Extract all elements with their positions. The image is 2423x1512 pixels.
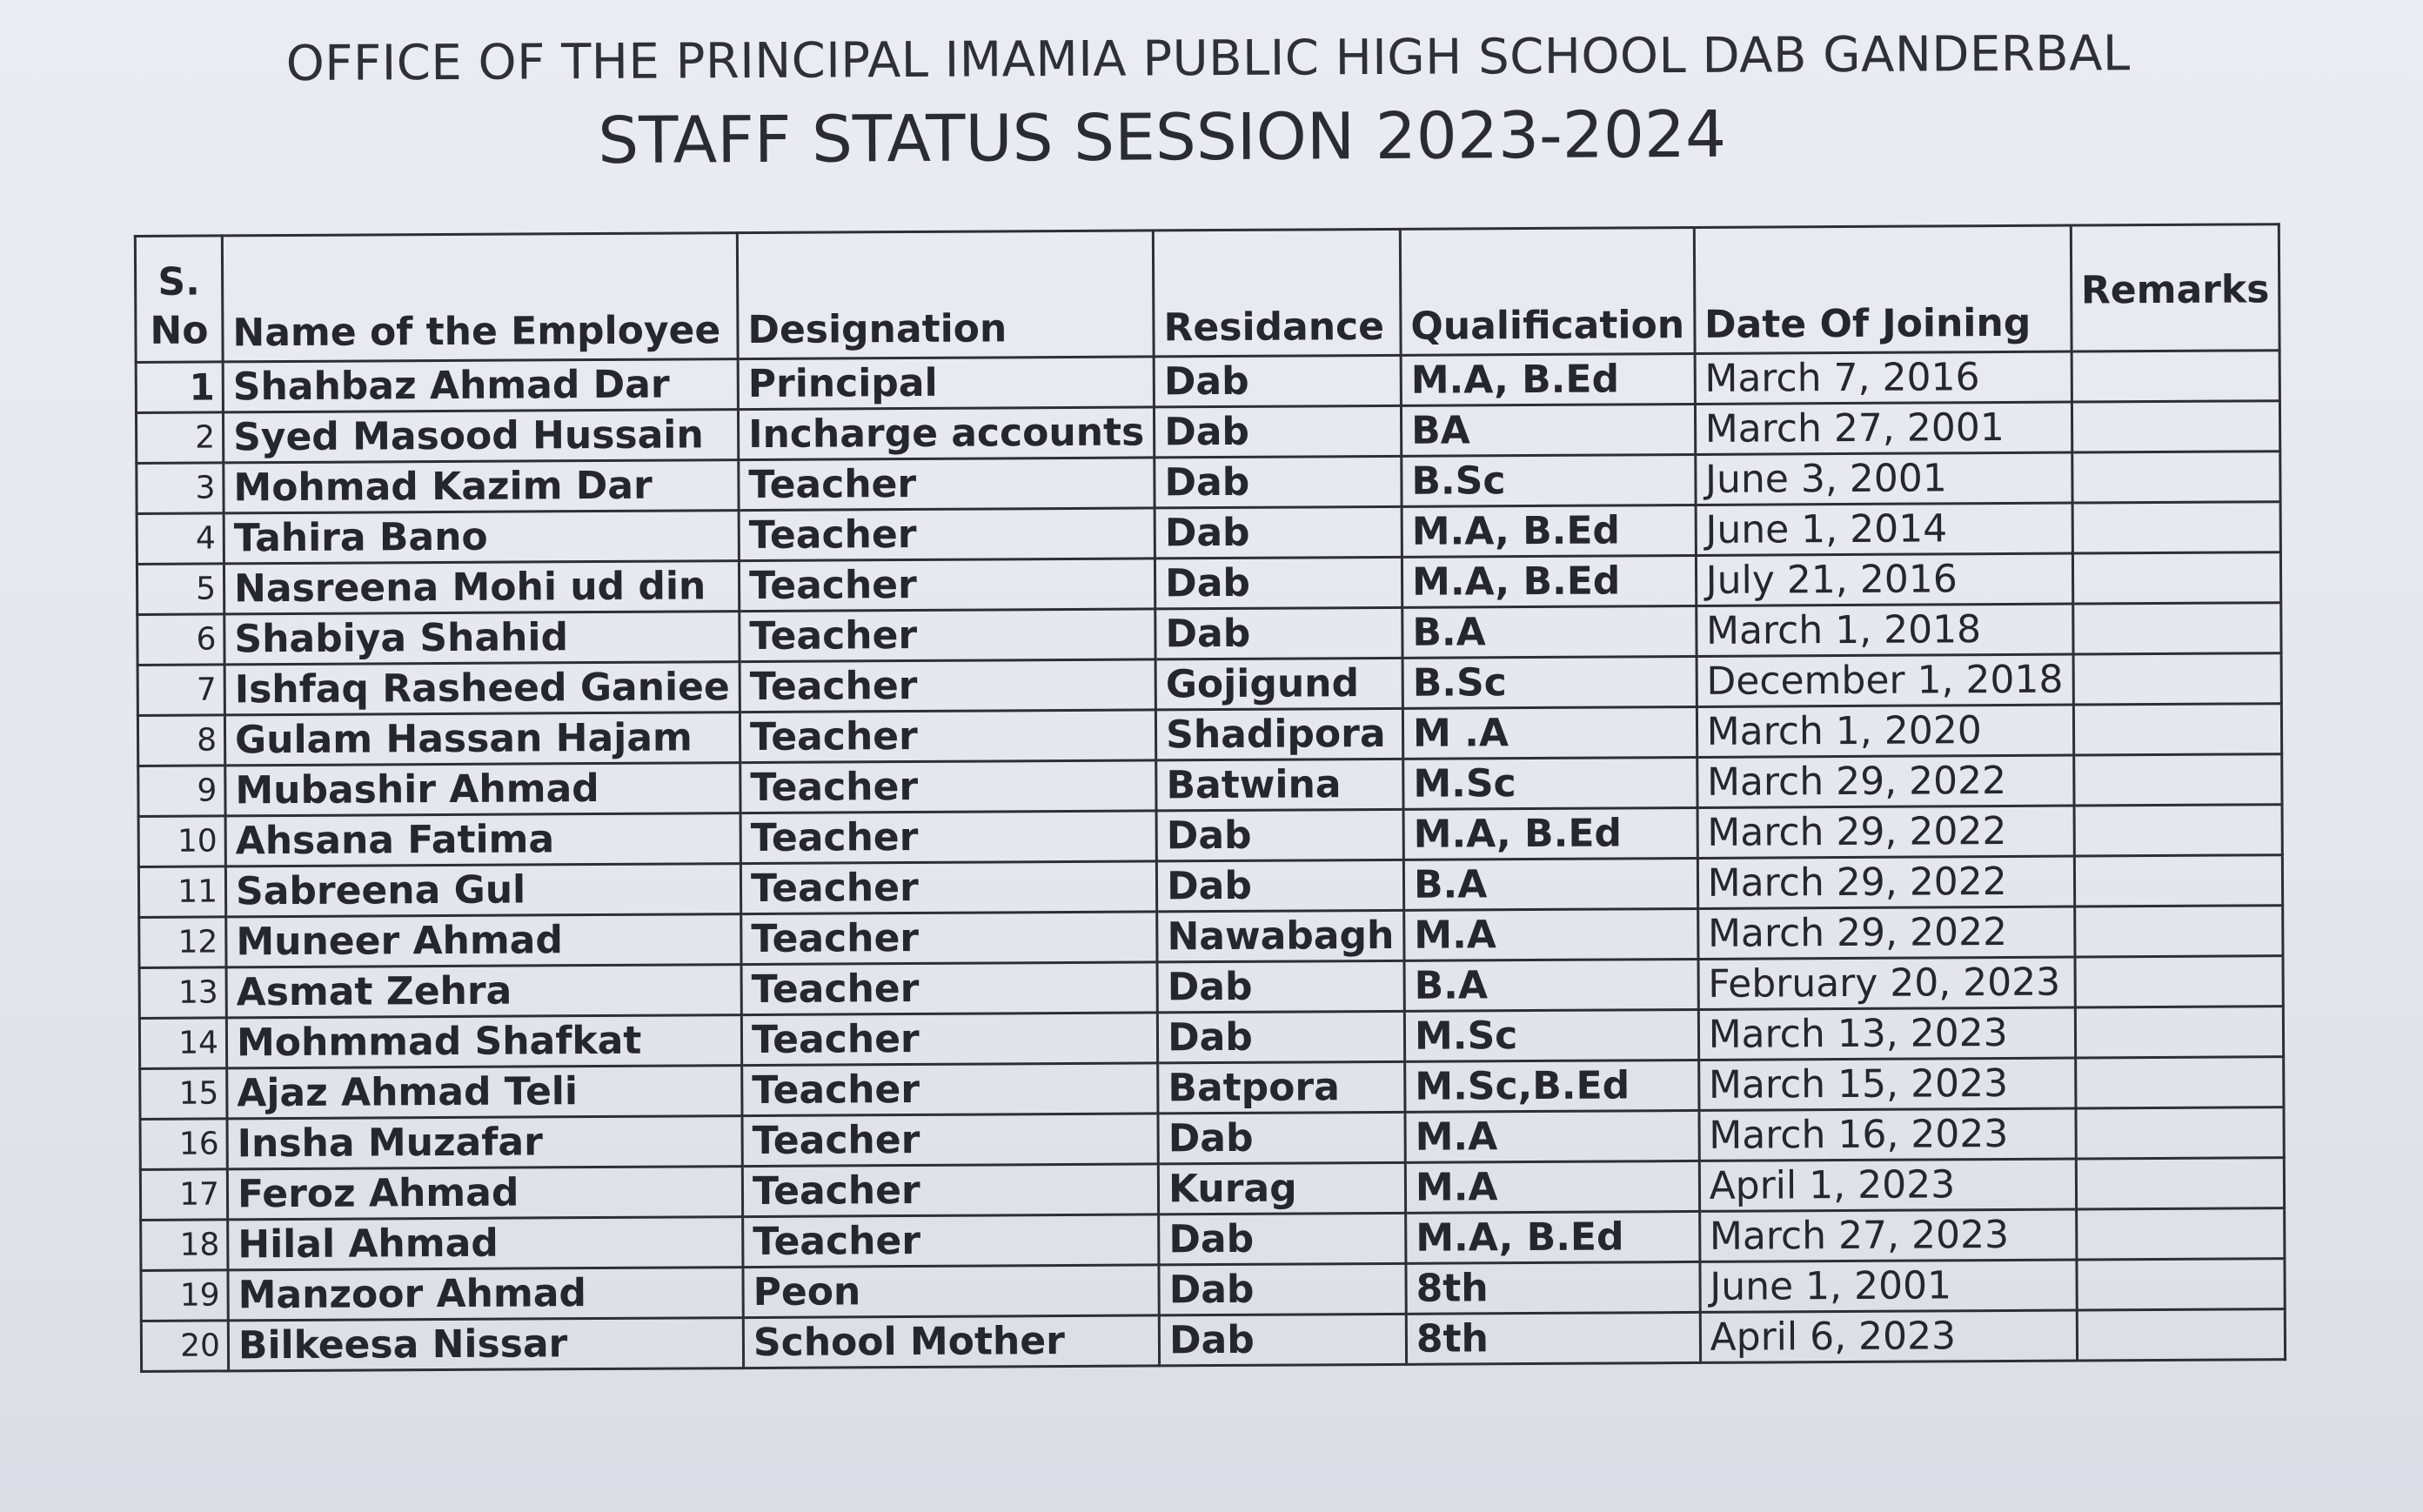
cell-designation: Teacher <box>740 811 1156 864</box>
cell-designation: Teacher <box>739 508 1155 561</box>
cell-date-of-joining: March 29, 2022 <box>1697 806 2074 858</box>
cell-qualification: M .A <box>1402 706 1697 759</box>
cell-date-of-joining: March 29, 2022 <box>1697 907 2074 959</box>
cell-remarks <box>2072 502 2281 553</box>
cell-residence: Dab <box>1159 1314 1406 1366</box>
cell-remarks <box>2074 906 2283 957</box>
cell-date-of-joining: March 29, 2022 <box>1697 856 2074 908</box>
cell-sno: 14 <box>139 1018 226 1069</box>
cell-name: Asmat Zehra <box>226 965 741 1018</box>
cell-designation: Teacher <box>741 912 1157 965</box>
cell-name: Insha Muzafar <box>227 1116 742 1169</box>
cell-designation: Teacher <box>740 760 1156 813</box>
cell-name: Shabiya Shahid <box>224 612 740 665</box>
cell-qualification: B.A <box>1403 858 1697 910</box>
cell-sno: 5 <box>137 564 224 615</box>
cell-remarks <box>2073 653 2282 705</box>
cell-remarks <box>2073 754 2282 806</box>
cell-date-of-joining: March 16, 2023 <box>1699 1108 2076 1161</box>
cell-sno: 20 <box>141 1321 228 1372</box>
cell-name: Mubashir Ahmad <box>225 763 740 816</box>
cell-qualification: B.Sc <box>1402 454 1696 506</box>
cell-sno: 15 <box>140 1068 227 1120</box>
cell-date-of-joining: December 1, 2018 <box>1697 654 2073 706</box>
cell-designation: Incharge accounts <box>738 407 1154 460</box>
cell-date-of-joining: April 6, 2023 <box>1700 1310 2077 1362</box>
cell-residence: Dab <box>1157 960 1404 1013</box>
cell-designation: Teacher <box>740 861 1156 914</box>
cell-residence: Batwina <box>1156 759 1403 811</box>
cell-residence: Dab <box>1155 506 1402 559</box>
table-body <box>136 351 2286 1372</box>
cell-date-of-joining: March 15, 2023 <box>1698 1058 2075 1110</box>
cell-residence: Dab <box>1155 607 1402 659</box>
cell-qualification: M.A, B.Ed <box>1402 505 1696 557</box>
cell-date-of-joining: March 7, 2016 <box>1695 351 2072 404</box>
cell-residence: Batpora <box>1158 1061 1405 1114</box>
cell-name: Manzoor Ahmad <box>228 1268 743 1321</box>
cell-sno: 17 <box>140 1169 227 1221</box>
cell-date-of-joining: June 1, 2014 <box>1696 503 2072 555</box>
cell-sno: 11 <box>138 866 225 918</box>
cell-designation: Teacher <box>742 1114 1158 1167</box>
cell-name: Sabreena Gul <box>225 864 740 917</box>
cell-residence: Dab <box>1159 1263 1406 1315</box>
cell-designation: Teacher <box>739 458 1155 511</box>
cell-qualification: M.A <box>1404 908 1698 960</box>
cell-residence: Dab <box>1156 809 1403 861</box>
cell-qualification: BA <box>1401 404 1695 456</box>
header-residence: Residance <box>1153 229 1401 357</box>
cell-name: Ishfaq Rasheed Ganiee <box>224 662 740 715</box>
cell-remarks <box>2076 1158 2285 1209</box>
cell-sno: 7 <box>137 665 224 716</box>
cell-residence: Nawabagh <box>1157 910 1404 962</box>
cell-residence: Dab <box>1155 456 1402 508</box>
cell-designation: School Mother <box>743 1315 1159 1368</box>
cell-qualification: M.A, B.Ed <box>1402 555 1696 607</box>
header-sno-line1: S. <box>157 259 200 304</box>
cell-qualification: B.A <box>1404 959 1698 1011</box>
cell-remarks <box>2072 552 2281 604</box>
cell-qualification: M.A, B.Ed <box>1403 807 1697 860</box>
cell-residence: Dab <box>1159 1213 1406 1265</box>
cell-name: Shahbaz Ahmad Dar <box>223 359 738 412</box>
cell-sno: 3 <box>137 463 224 514</box>
cell-name: Nasreena Mohi ud din <box>224 561 739 614</box>
cell-name: Syed Masood Hussain <box>223 410 738 463</box>
cell-designation: Teacher <box>740 609 1155 662</box>
cell-designation: Teacher <box>743 1214 1159 1268</box>
cell-remarks <box>2076 1208 2285 1260</box>
cell-remarks <box>2074 855 2283 907</box>
cell-residence: Dab <box>1155 557 1402 609</box>
cell-sno: 8 <box>137 715 224 766</box>
cell-date-of-joining: June 1, 2001 <box>1700 1260 2077 1312</box>
cell-name: Mohmad Kazim Dar <box>224 460 739 513</box>
cell-name: Gulam Hassan Hajam <box>224 713 740 766</box>
header-remarks: Remarks <box>2071 224 2279 351</box>
cell-remarks <box>2072 351 2280 402</box>
cell-qualification: M.A, B.Ed <box>1406 1211 1700 1263</box>
cell-date-of-joining: July 21, 2016 <box>1696 553 2072 605</box>
cell-residence: Kurag <box>1158 1162 1405 1214</box>
cell-sno: 16 <box>140 1119 227 1170</box>
cell-name: Hilal Ahmad <box>228 1217 743 1270</box>
cell-qualification: M.Sc <box>1403 757 1697 809</box>
cell-date-of-joining: February 20, 2023 <box>1698 957 2075 1009</box>
header-date-of-joining: Date Of Joining <box>1694 225 2072 353</box>
cell-name: Feroz Ahmad <box>227 1167 742 1220</box>
cell-qualification: B.A <box>1402 605 1697 658</box>
cell-date-of-joining: March 13, 2023 <box>1698 1007 2075 1060</box>
cell-qualification: M.A <box>1405 1161 1699 1213</box>
header-designation: Designation <box>737 231 1154 359</box>
cell-remarks <box>2076 1107 2285 1159</box>
cell-date-of-joining: April 1, 2023 <box>1699 1159 2076 1211</box>
table-row <box>141 1309 2285 1372</box>
cell-date-of-joining: March 29, 2022 <box>1697 755 2073 807</box>
cell-residence: Dab <box>1158 1112 1405 1164</box>
cell-sno: 10 <box>138 816 225 867</box>
cell-remarks <box>2074 805 2283 856</box>
cell-sno: 12 <box>139 917 226 968</box>
cell-qualification: 8th <box>1406 1261 1700 1314</box>
cell-name: Bilkeesa Nissar <box>228 1318 743 1371</box>
cell-qualification: B.Sc <box>1402 656 1697 708</box>
cell-designation: Teacher <box>742 1164 1158 1217</box>
cell-name: Muneer Ahmad <box>226 914 741 967</box>
office-title: OFFICE OF THE PRINCIPAL IMAMIA PUBLIC HIGH SCHOOL DAB GANDERBAL <box>285 25 2131 92</box>
cell-sno: 6 <box>137 614 224 666</box>
cell-sno: 9 <box>138 766 225 817</box>
cell-residence: Shadipora <box>1156 708 1403 760</box>
cell-remarks <box>2072 401 2280 452</box>
session-title: STAFF STATUS SESSION 2023-2024 <box>597 97 1727 178</box>
cell-date-of-joining: March 1, 2018 <box>1696 604 2072 656</box>
cell-residence: Dab <box>1157 1011 1404 1063</box>
cell-designation: Teacher <box>739 559 1155 612</box>
cell-date-of-joining: June 3, 2001 <box>1695 452 2072 505</box>
cell-sno: 4 <box>137 513 224 565</box>
cell-remarks <box>2072 452 2280 503</box>
cell-residence: Dab <box>1154 355 1401 407</box>
cell-name: Mohmmad Shafkat <box>226 1015 741 1068</box>
cell-date-of-joining: March 27, 2023 <box>1699 1209 2076 1261</box>
cell-residence: Dab <box>1155 405 1402 458</box>
cell-sno: 13 <box>139 967 226 1019</box>
cell-designation: Teacher <box>741 1013 1157 1066</box>
cell-sno: 19 <box>141 1270 228 1321</box>
cell-qualification: M.A <box>1405 1110 1699 1162</box>
cell-designation: Teacher <box>741 962 1157 1015</box>
cell-remarks <box>2075 1007 2284 1058</box>
header-sno <box>135 236 223 363</box>
cell-name: Ahsana Fatima <box>225 813 740 866</box>
cell-residence: Dab <box>1156 860 1403 912</box>
cell-name: Ajaz Ahmad Teli <box>227 1066 742 1119</box>
table-header-row <box>135 224 2279 363</box>
cell-qualification: M.A, B.Ed <box>1401 353 1695 405</box>
cell-remarks <box>2077 1259 2286 1310</box>
cell-remarks <box>2072 603 2281 654</box>
cell-sno: 1 <box>136 362 223 413</box>
header-qualification: Qualification <box>1400 227 1694 355</box>
cell-sno: 2 <box>136 412 223 464</box>
cell-designation: Principal <box>738 357 1154 410</box>
cell-qualification: M.Sc,B.Ed <box>1405 1060 1699 1112</box>
cell-designation: Peon <box>743 1265 1159 1318</box>
cell-residence: Gojigund <box>1155 658 1402 710</box>
cell-remarks <box>2075 1057 2284 1108</box>
cell-designation: Teacher <box>742 1063 1158 1116</box>
cell-qualification: 8th <box>1406 1312 1700 1364</box>
cell-remarks <box>2073 704 2282 755</box>
cell-sno: 18 <box>141 1220 228 1271</box>
cell-remarks <box>2075 956 2284 1007</box>
staff-table <box>134 223 2286 1373</box>
cell-qualification: M.Sc <box>1404 1009 1698 1061</box>
header-name: Name of the Employee <box>222 233 738 362</box>
cell-designation: Teacher <box>740 659 1155 713</box>
cell-date-of-joining: March 27, 2001 <box>1695 402 2072 454</box>
header-sno-line2: No <box>150 308 209 353</box>
cell-name: Tahira Bano <box>224 511 739 564</box>
cell-remarks <box>2077 1309 2286 1361</box>
cell-date-of-joining: March 1, 2020 <box>1697 705 2073 757</box>
cell-designation: Teacher <box>740 710 1155 763</box>
